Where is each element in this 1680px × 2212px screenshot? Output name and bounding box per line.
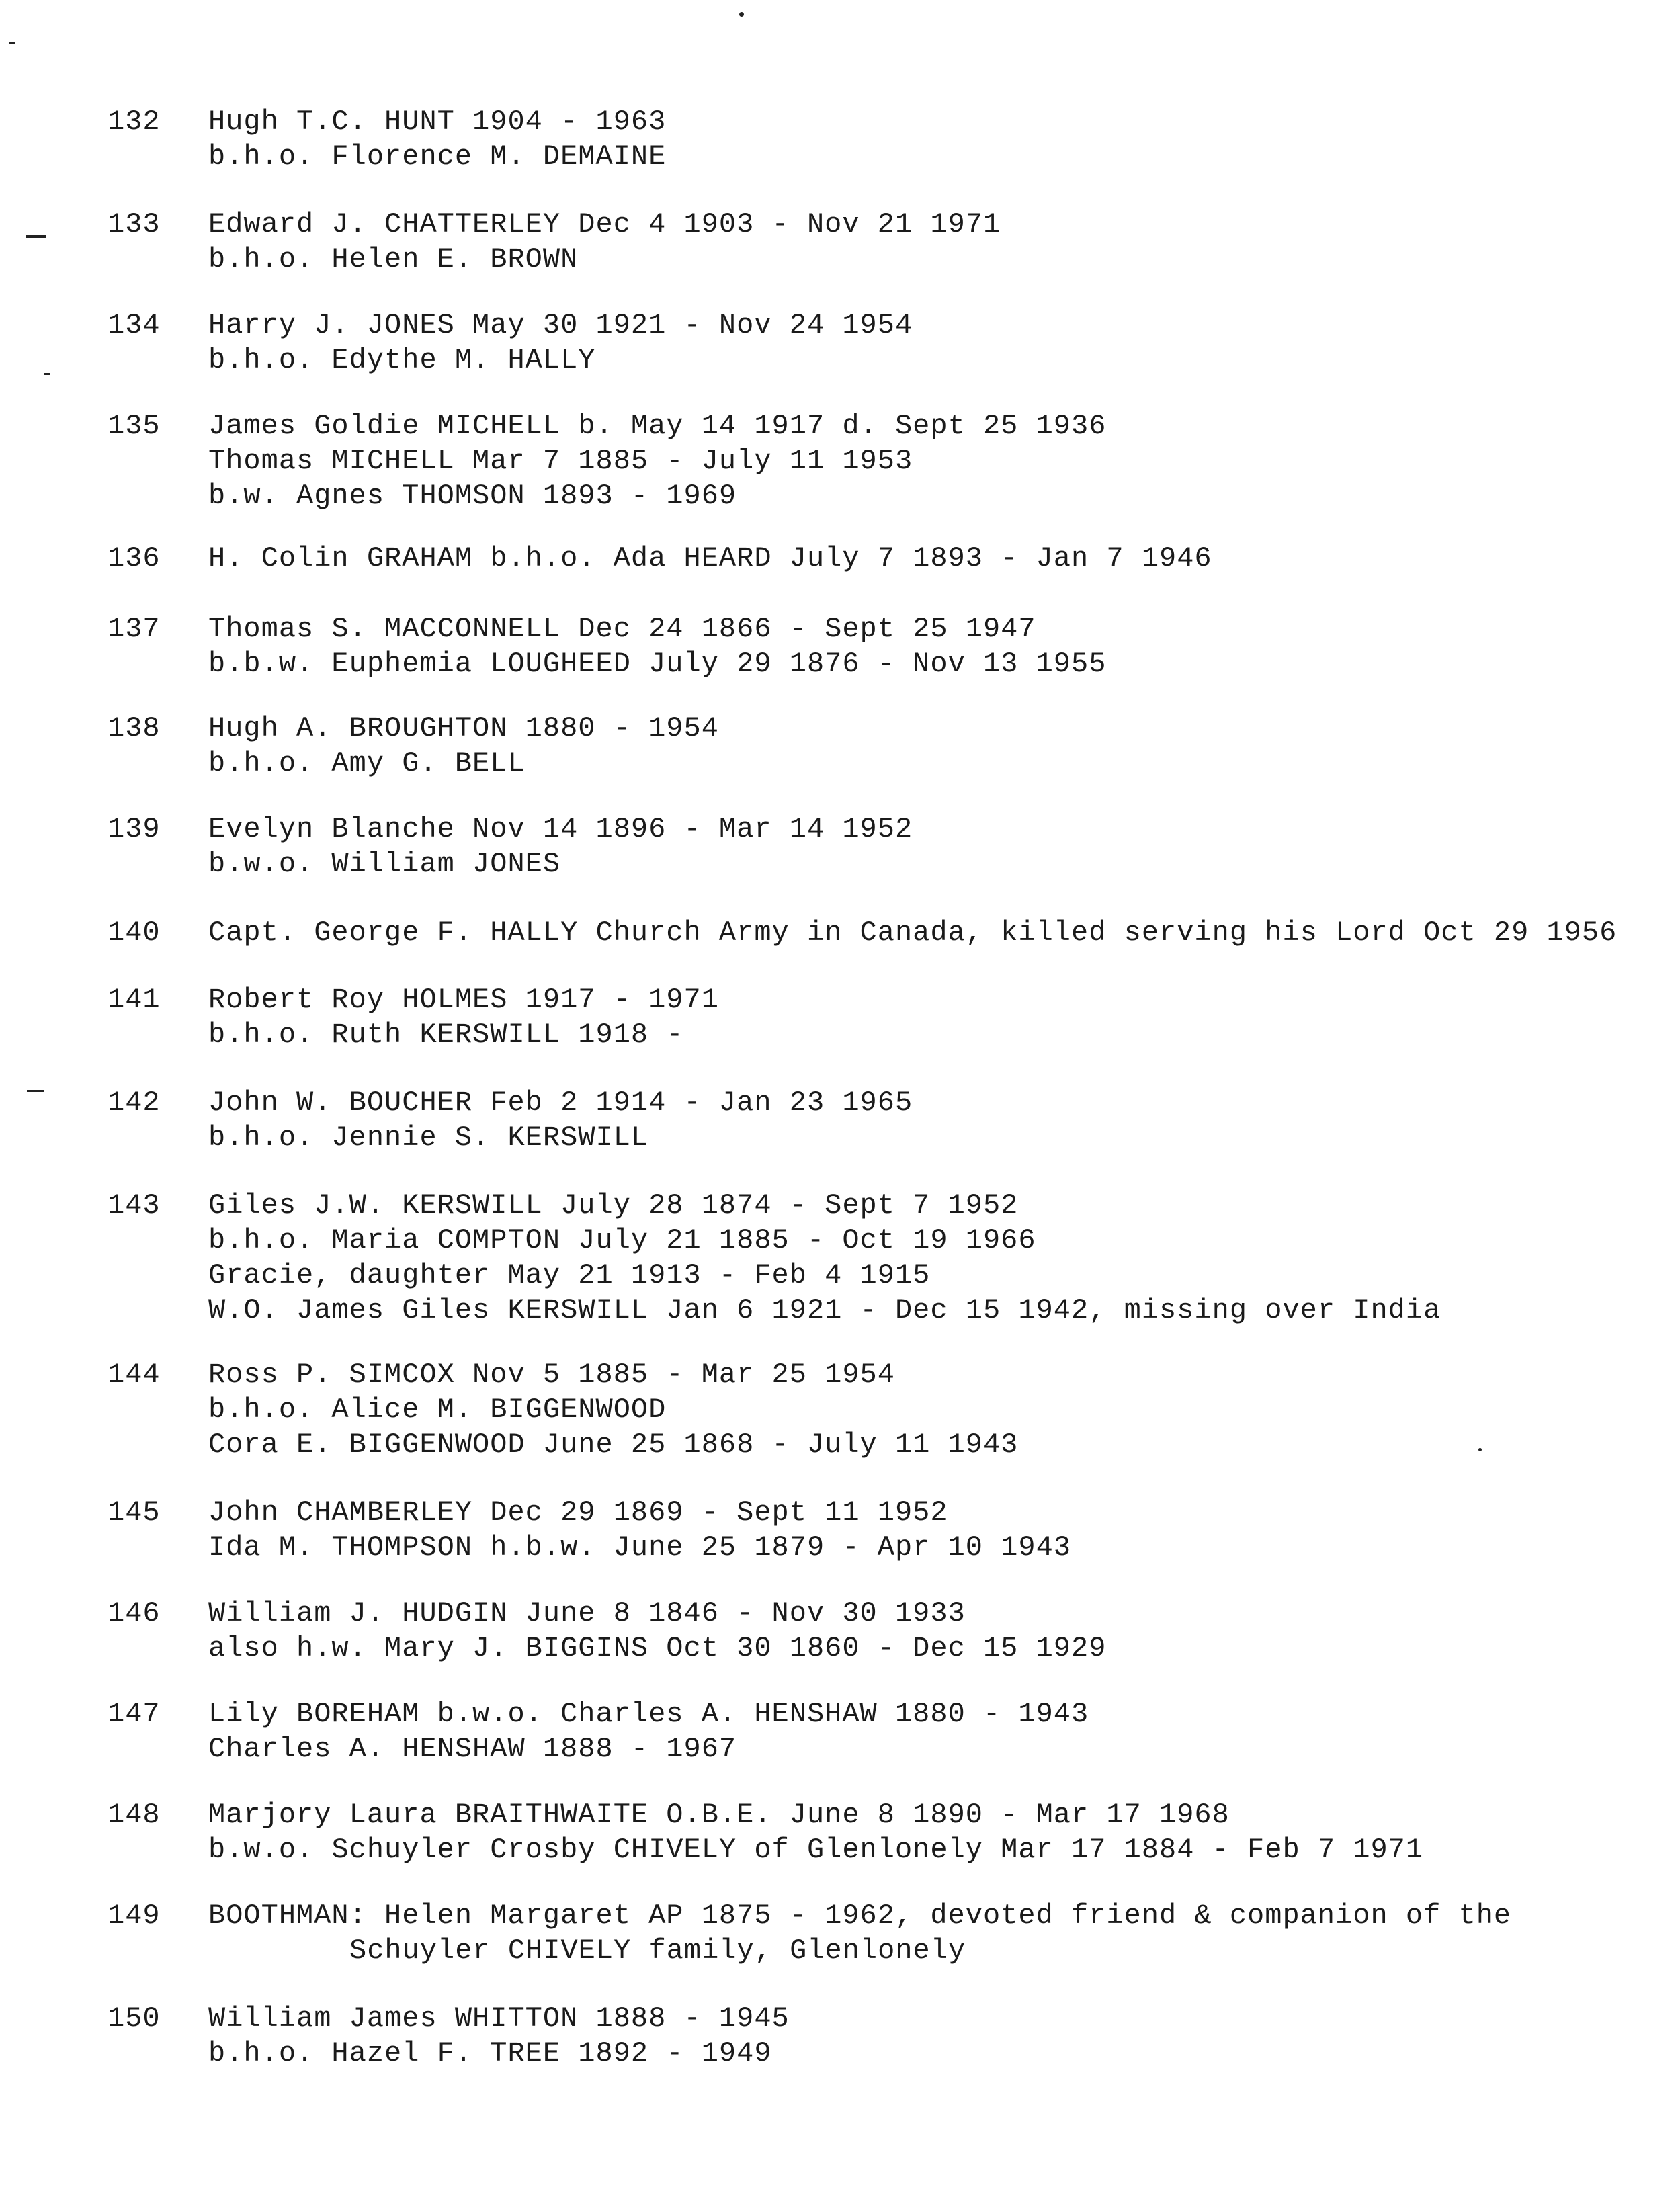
entry-number: 138 [108, 712, 161, 745]
entry-lines [208, 1495, 1586, 1565]
entry-line: Harry J. JONES May 30 1921 - Nov 24 1954 [208, 309, 913, 341]
entry-lines [208, 915, 1618, 950]
entry-lines [208, 1357, 1586, 1462]
entry-line: Evelyn Blanche Nov 14 1896 - Mar 14 1952 [208, 813, 913, 845]
entry-line: Hugh T.C. HUNT 1904 - 1963 [208, 105, 667, 138]
entry-line: Robert Roy HOLMES 1917 - 1971 [208, 984, 719, 1016]
entry-number: 146 [108, 1597, 161, 1629]
entry-line: b.h.o. Florence M. DEMAINE [208, 140, 667, 173]
entry-line: Ida M. THOMPSON h.b.w. June 25 1879 - Apr 10 1943 [208, 1531, 1072, 1564]
entry-lines [208, 982, 1586, 1052]
scan-tick [9, 42, 15, 44]
entry-line: W.O. James Giles KERSWILL Jan 6 1921 - Dec 15 1942, missing over India [208, 1294, 1441, 1326]
entry-lines [208, 1898, 1586, 1968]
entry-line: b.h.o. Hazel F. TREE 1892 - 1949 [208, 2037, 772, 2070]
entry-lines [208, 2001, 1586, 2071]
entry-line: b.h.o. Helen E. BROWN [208, 243, 579, 275]
entry-number: 140 [108, 917, 161, 949]
entry-lines [208, 308, 1586, 378]
entry-line: b.b.w. Euphemia LOUGHEED July 29 1876 - Nov 13 1955 [208, 648, 1107, 680]
entry-number: 134 [108, 309, 161, 341]
entry-line: John CHAMBERLEY Dec 29 1869 - Sept 11 1952 [208, 1496, 948, 1529]
entry-lines [208, 1596, 1586, 1666]
entry-number: 132 [108, 105, 161, 138]
entry-line: Cora E. BIGGENWOOD June 25 1868 - July 11 1943 [208, 1429, 1019, 1461]
entry-line: William J. HUDGIN June 8 1846 - Nov 30 1933 [208, 1597, 966, 1629]
entry-number: 144 [108, 1359, 161, 1391]
entry-number: 133 [108, 208, 161, 241]
entry-line: BOOTHMAN: Helen Margaret AP 1875 - 1962, devoted friend & companion of the [208, 1900, 1512, 1932]
entry-lines [208, 812, 1586, 882]
scan-dot [739, 12, 744, 17]
entry-lines [208, 409, 1586, 513]
entry-line: Schuyler CHIVELY family, Glenlonely [349, 1934, 966, 1967]
entry-line: Charles A. HENSHAW 1888 - 1967 [208, 1733, 737, 1765]
entry-lines [208, 104, 1586, 174]
entry-line: b.h.o. Amy G. BELL [208, 747, 526, 779]
entry-number: 145 [108, 1496, 161, 1529]
entry-line: Gracie, daughter May 21 1913 - Feb 4 1915 [208, 1259, 931, 1291]
entry-line: b.h.o. Edythe M. HALLY [208, 344, 596, 376]
entry-line: John W. BOUCHER Feb 2 1914 - Jan 23 1965 [208, 1087, 913, 1119]
scan-dash [26, 235, 46, 238]
entry-lines [208, 611, 1586, 681]
entry-lines [208, 541, 1586, 576]
entry-line: Lily BOREHAM b.w.o. Charles A. HENSHAW 1880 - 1943 [208, 1698, 1089, 1730]
entry-number: 137 [108, 613, 161, 645]
entry-number: 148 [108, 1799, 161, 1831]
entry-line: b.h.o. Jennie S. KERSWILL [208, 1121, 649, 1154]
entry-line: James Goldie MICHELL b. May 14 1917 d. Sept 25 1936 [208, 410, 1107, 442]
entry-lines [208, 1697, 1586, 1767]
entry-line: b.h.o. Maria COMPTON July 21 1885 - Oct 19 1966 [208, 1224, 1036, 1257]
entry-line: William James WHITTON 1888 - 1945 [208, 2002, 790, 2035]
entry-lines [208, 207, 1586, 277]
entry-lines [208, 1797, 1586, 1867]
entry-line: Thomas MICHELL Mar 7 1885 - July 11 1953 [208, 445, 913, 477]
entry-lines [208, 711, 1586, 781]
entry-line: b.h.o. Ruth KERSWILL 1918 - [208, 1019, 684, 1051]
entry-line: Giles J.W. KERSWILL July 28 1874 - Sept 7 1952 [208, 1189, 1019, 1222]
entry-line: Marjory Laura BRAITHWAITE O.B.E. June 8 1890 - Mar 17 1968 [208, 1799, 1230, 1831]
entry-number: 150 [108, 2002, 161, 2035]
entry-line: b.w.o. William JONES [208, 848, 561, 880]
entry-line: b.h.o. Alice M. BIGGENWOOD [208, 1394, 667, 1426]
entry-line: Thomas S. MACCONNELL Dec 24 1866 - Sept 25 1947 [208, 613, 1036, 645]
entry-line: also h.w. Mary J. BIGGINS Oct 30 1860 - Dec 15 1929 [208, 1632, 1107, 1664]
entry-number: 143 [108, 1189, 161, 1222]
entry-number: 147 [108, 1698, 161, 1730]
entry-number: 135 [108, 410, 161, 442]
entry-number: 139 [108, 813, 161, 845]
entry-line: b.w. Agnes THOMSON 1893 - 1969 [208, 480, 737, 512]
entry-lines [208, 1188, 1586, 1328]
entry-number: 136 [108, 542, 161, 575]
entry-number: 149 [108, 1900, 161, 1932]
entry-number: 142 [108, 1087, 161, 1119]
entry-line: H. Colin GRAHAM b.h.o. Ada HEARD July 7 1893 - Jan 7 1946 [208, 542, 1212, 575]
entry-lines [208, 1085, 1586, 1155]
entry-line: Capt. George F. HALLY Church Army in Canada, killed serving his Lord Oct 29 1956 [208, 917, 1618, 949]
entry-line: Hugh A. BROUGHTON 1880 - 1954 [208, 712, 719, 745]
scan-tick [44, 373, 50, 375]
entry-line: b.w.o. Schuyler Crosby CHIVELY of Glenlonely Mar 17 1884 - Feb 7 1971 [208, 1834, 1424, 1866]
entry-line: Edward J. CHATTERLEY Dec 4 1903 - Nov 21 1971 [208, 208, 1001, 241]
entry-line: Ross P. SIMCOX Nov 5 1885 - Mar 25 1954 [208, 1359, 895, 1391]
entry-number: 141 [108, 984, 161, 1016]
scan-dash [27, 1090, 44, 1092]
